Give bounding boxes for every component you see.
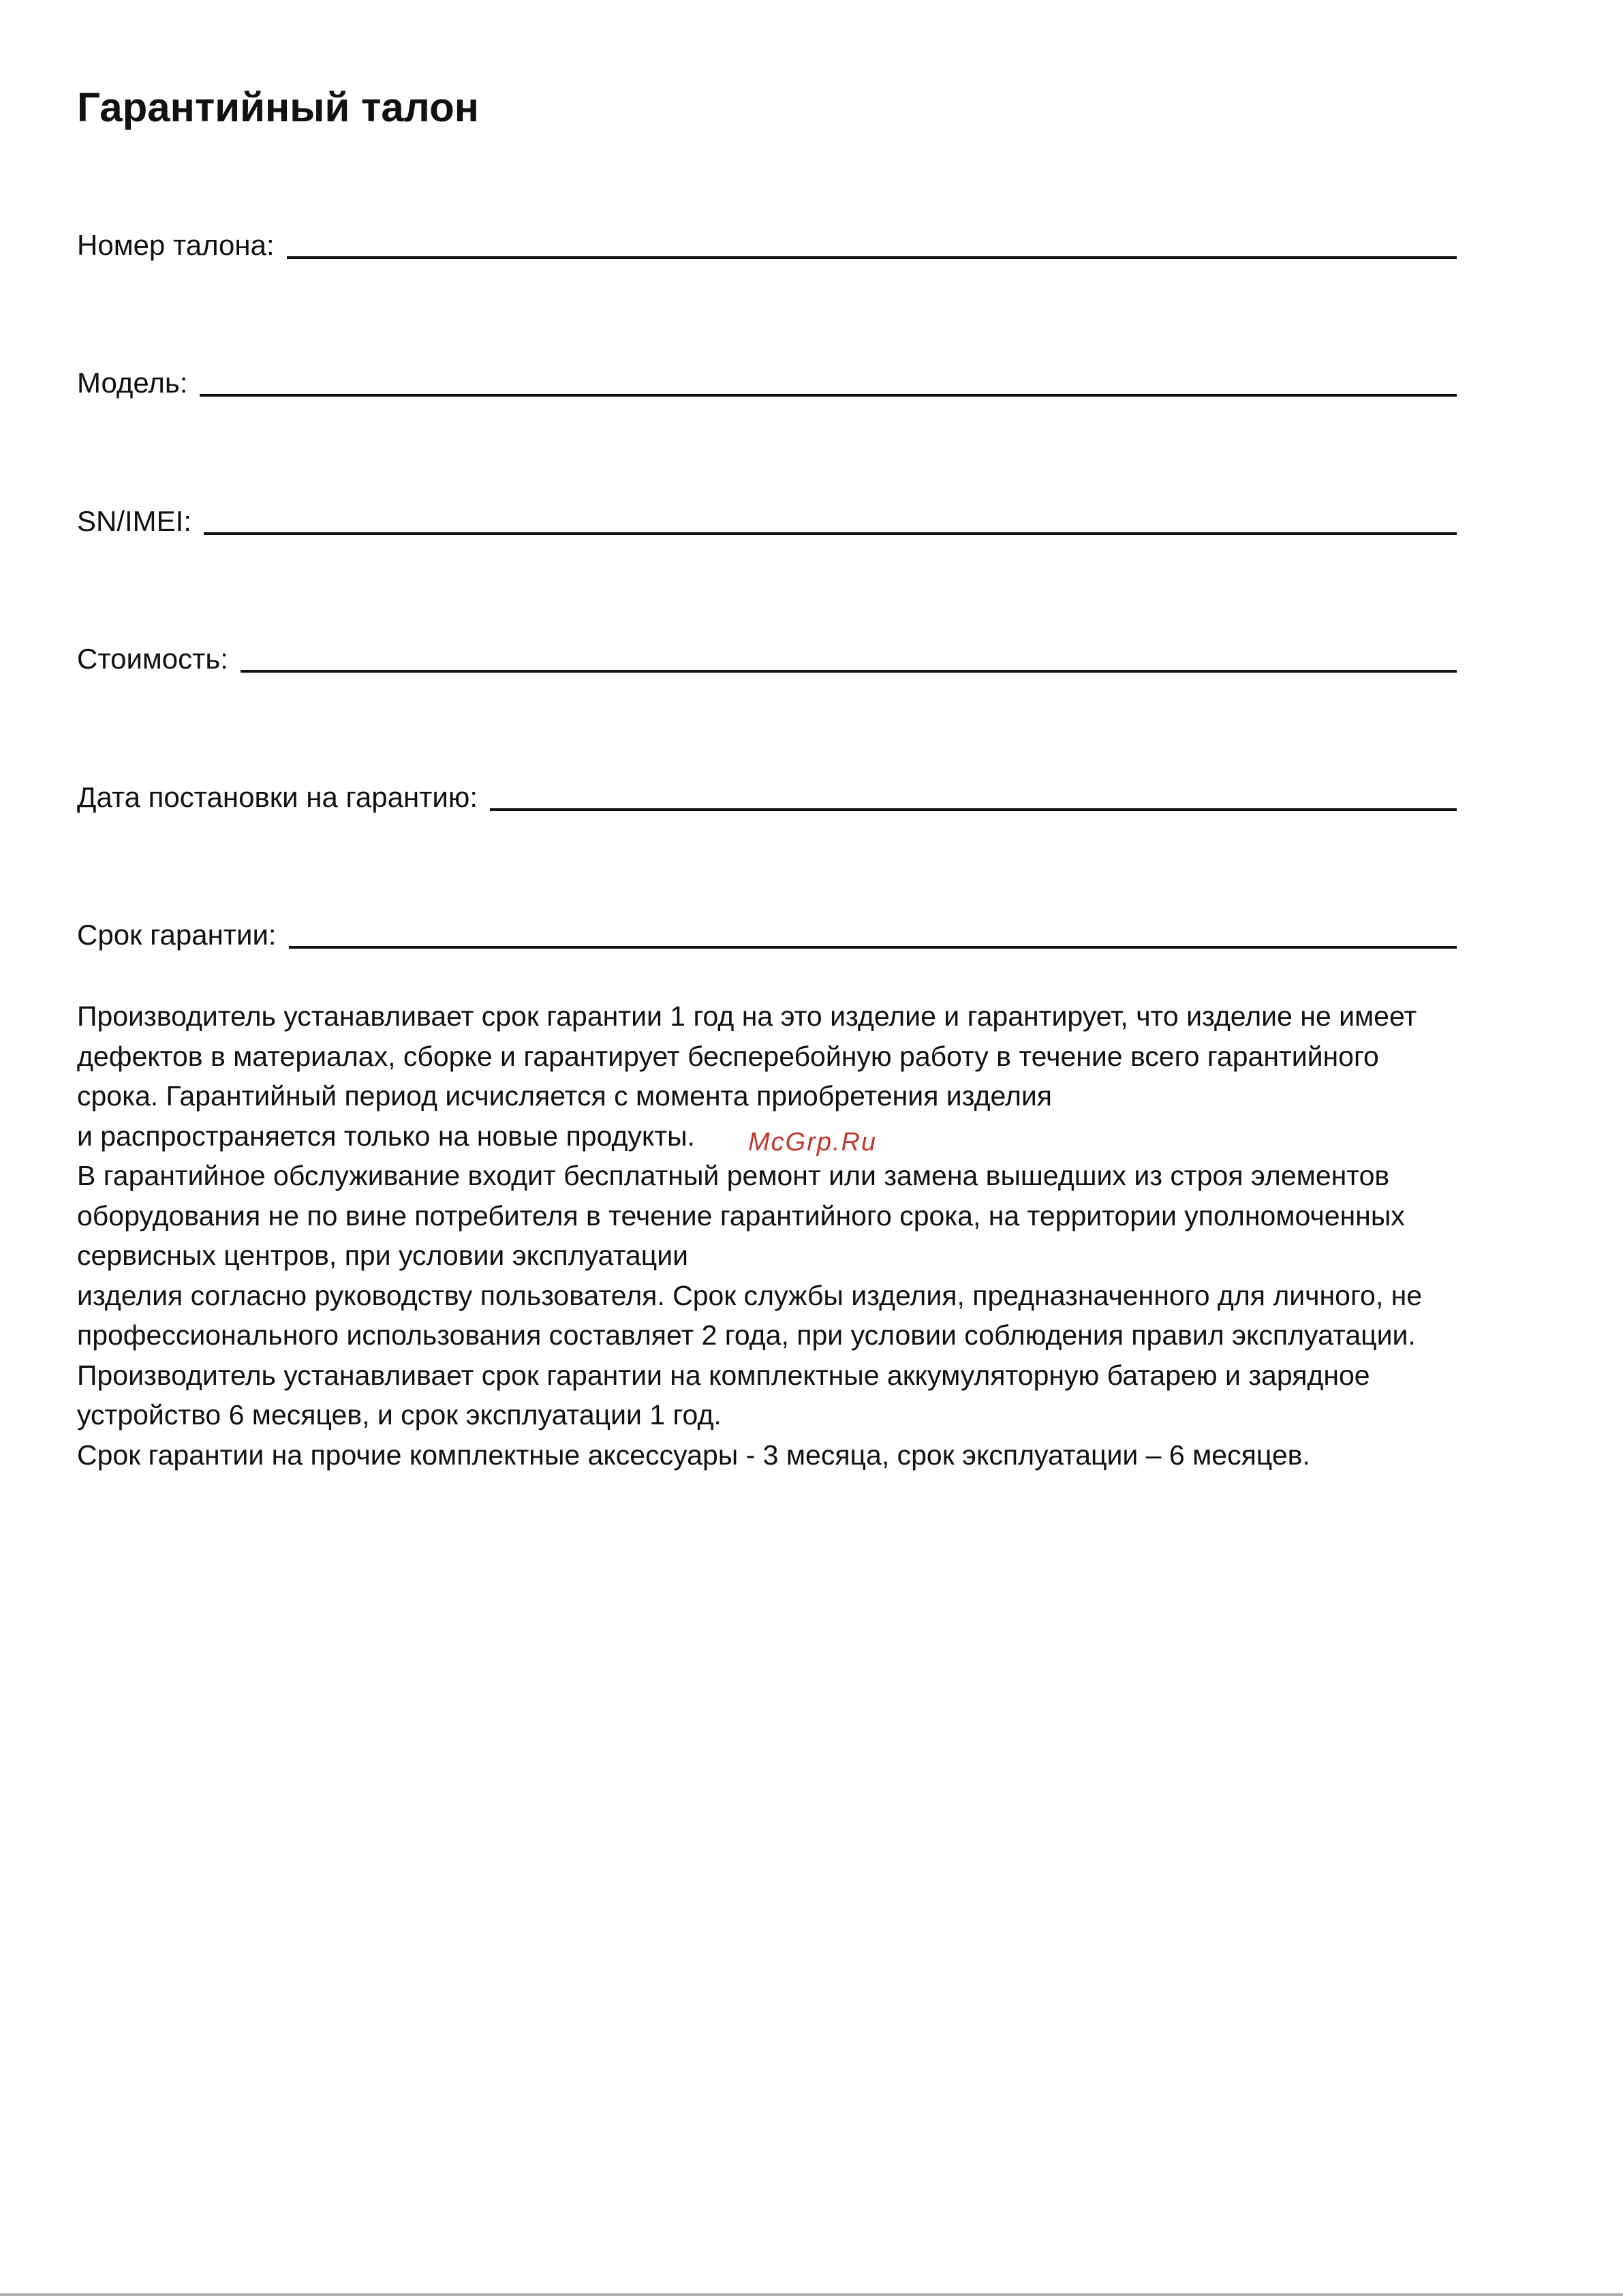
field-label: SN/IMEI: bbox=[77, 505, 192, 537]
terms-line: срока. Гарантийный период исчисляется с момента приобретения изделия bbox=[77, 1080, 1052, 1112]
terms-line: В гарантийное обслуживание входит бесплатный ремонт или замена вышедших из строя элементов bbox=[77, 1160, 1390, 1191]
field-sn-imei bbox=[77, 493, 1457, 540]
warranty-terms bbox=[77, 996, 1542, 1475]
terms-line: устройство 6 месяцев, и срок эксплуатации 1 год. bbox=[77, 1399, 722, 1430]
terms-line: дефектов в материалах, сборке и гарантирует бесперебойную работу в течение всего гарантийного bbox=[77, 1040, 1379, 1072]
terms-line: сервисных центров, при условии эксплуатации bbox=[77, 1240, 688, 1271]
field-model bbox=[77, 354, 1457, 402]
terms-line: Производитель устанавливает срок гарантии 1 год на это изделие и гарантирует, что изделие не имеет bbox=[77, 1000, 1417, 1032]
terms-line: оборудования не по вине потребителя в течение гарантийного срока, на территории уполномоченных bbox=[77, 1199, 1405, 1231]
field-label: Стоимость: bbox=[77, 643, 228, 675]
watermark: McGrp.Ru bbox=[748, 1128, 878, 1157]
field-blank-line bbox=[204, 532, 1457, 535]
field-coupon-number bbox=[77, 217, 1457, 264]
field-warranty-date bbox=[77, 769, 1457, 816]
field-blank-line bbox=[490, 808, 1457, 811]
field-label: Дата постановки на гарантию: bbox=[77, 781, 478, 813]
terms-line: Производитель устанавливает срок гарантии на комплектные аккумуляторную батарею и зарядное bbox=[77, 1359, 1370, 1391]
terms-line: Срок гарантии на прочие комплектные аксессуары - 3 месяца, срок эксплуатации – 6 месяцев. bbox=[77, 1439, 1310, 1471]
terms-line: изделия согласно руководству пользователя. Срок службы изделия, предназначенного для личного, не bbox=[77, 1279, 1423, 1311]
page-title: Гарантийный талон bbox=[77, 85, 480, 130]
field-label: Срок гарантии: bbox=[77, 919, 277, 951]
page-bottom-edge bbox=[0, 2293, 1623, 2296]
terms-line: профессионального использования составляет 2 года, при условии соблюдения правил эксплуатации. bbox=[77, 1319, 1416, 1351]
field-label: Модель: bbox=[77, 367, 188, 399]
field-label: Номер талона: bbox=[77, 229, 275, 261]
field-cost bbox=[77, 630, 1457, 678]
field-warranty-period bbox=[77, 906, 1457, 954]
terms-line: и распространяется только на новые продукты. bbox=[77, 1120, 695, 1152]
field-blank-line bbox=[287, 256, 1457, 259]
field-blank-line bbox=[241, 670, 1457, 673]
field-blank-line bbox=[200, 394, 1457, 397]
field-blank-line bbox=[289, 946, 1457, 949]
